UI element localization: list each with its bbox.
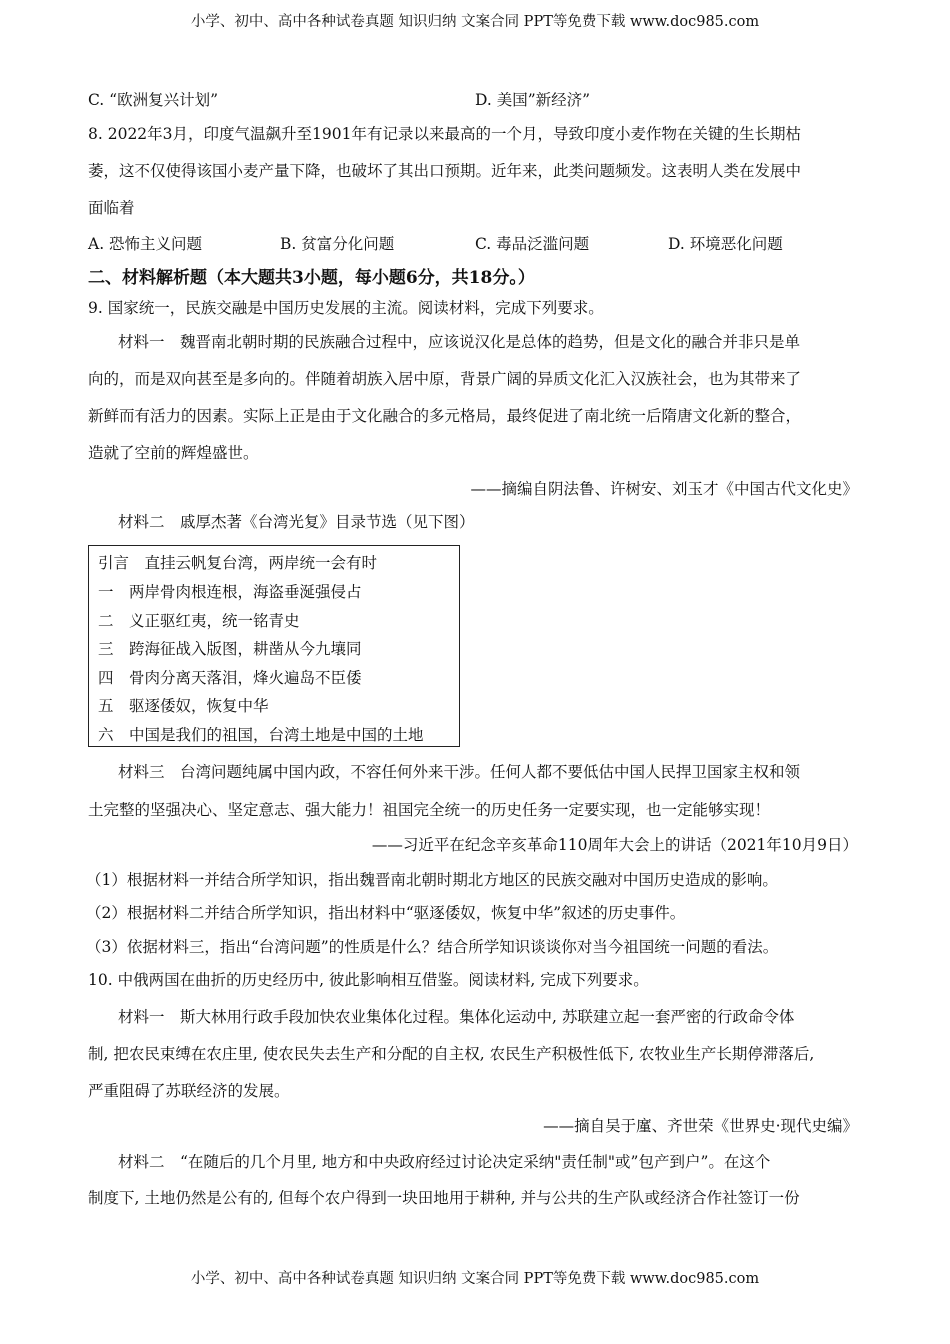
q8-option-d: D. 环境恶化问题 xyxy=(668,235,783,253)
q10-stem: 10. 中俄两国在曲折的历史经历中, 彼此影响相互借鉴。阅读材料, 完成下列要求。 xyxy=(88,971,649,989)
q10-material-1-source: ——摘自吴于廑、齐世荣《世界史·现代史编》 xyxy=(543,1117,858,1135)
q9-question-3: （3）依据材料三，指出“台湾问题”的性质是什么？结合所学知识谈谈你对当今祖国统一问题的看法。 xyxy=(86,938,779,956)
q9-material-1: 向的，而是双向甚至是多向的。伴随着胡族入居中原，背景广阔的异质文化汇入汉族社会，也为其带来了 xyxy=(88,370,802,388)
table-of-contents-box xyxy=(88,545,460,747)
q9-material-1: 造就了空前的辉煌盛世。 xyxy=(88,444,259,462)
q10-material-1: 严重阻碍了苏联经济的发展。 xyxy=(88,1082,290,1100)
q8-text: 8. 2022年3月，印度气温飙升至1901年有记录以来最高的一个月，导致印度小麦作物在关键的生长期枯 xyxy=(88,125,801,143)
toc-item: 五 驱逐倭奴，恢复中华 xyxy=(98,697,269,715)
q9-stem: 9. 国家统一，民族交融是中国历史发展的主流。阅读材料，完成下列要求。 xyxy=(88,299,604,317)
q7-option-c: C. “欧洲复兴计划” xyxy=(88,91,219,109)
q9-question-2: （2）根据材料二并结合所学知识，指出材料中“驱逐倭奴，恢复中华”叙述的历史事件。 xyxy=(86,904,686,922)
q10-material-1: 制, 把农民束缚在农庄里, 使农民失去生产和分配的自主权, 农民生产积极性低下, 农牧业生产长期停滞落后, xyxy=(88,1045,815,1063)
toc-item: 二 义正驱红夷，统一铭青史 xyxy=(98,612,300,630)
q9-question-1: （1）根据材料一并结合所学知识，指出魏晋南北朝时期北方地区的民族交融对中国历史造成的影响。 xyxy=(86,871,778,889)
q9-material-2: 材料二 戚厚杰著《台湾光复》目录节选（见下图） xyxy=(118,513,475,531)
q9-material-1-source: ——摘编自阴法鲁、许树安、刘玉才《中国古代文化史》 xyxy=(470,480,858,498)
q10-material-2: 制度下, 土地仍然是公有的, 但每个农户得到一块田地用于耕种, 并与公共的生产队或经济合作社签订一份 xyxy=(88,1189,800,1207)
q8-text: 面临着 xyxy=(88,199,135,217)
q8-option-b: B. 贫富分化问题 xyxy=(280,235,395,253)
q10-material-2: 材料二 “在随后的几个月里, 地方和中央政府经过讨论决定采纳"责任制"或”包产到户”。在这个 xyxy=(118,1153,771,1171)
toc-item: 四 骨肉分离天落泪，烽火遍岛不臣倭 xyxy=(98,669,362,687)
q10-material-1: 材料一 斯大林用行政手段加快农业集体化过程。集体化运动中, 苏联建立起一套严密的行政命令体 xyxy=(118,1008,795,1026)
q9-material-3: 土完整的坚强决心、坚定意志、强大能力！祖国完全统一的历史任务一定要实现，也一定能够实现！ xyxy=(88,801,771,819)
section-heading: 二、材料解析题（本大题共3小题，每小题6分，共18分。） xyxy=(88,268,535,288)
toc-item: 引言 直挂云帆复台湾，两岸统一会有时 xyxy=(98,554,378,572)
page-header: 小学、初中、高中各种试卷真题 知识归纳 文案合同 PPT等免费下载 www.doc985.com xyxy=(190,14,760,30)
q8-text: 萎，这不仅使得该国小麦产量下降，也破坏了其出口预期。近年来，此类问题频发。这表明人类在发展中 xyxy=(88,162,802,180)
q9-material-1: 材料一 魏晋南北朝时期的民族融合过程中，应该说汉化是总体的趋势，但是文化的融合并非只是单 xyxy=(118,333,801,351)
toc-item: 三 跨海征战入版图，耕凿从今九壤同 xyxy=(98,640,362,658)
q8-option-a: A. 恐怖主义问题 xyxy=(88,235,203,253)
toc-item: 一 两岸骨肉根连根，海盗垂涎强侵占 xyxy=(98,583,362,601)
q9-material-1: 新鲜而有活力的因素。实际上正是由于文化融合的多元格局，最终促进了南北统一后隋唐文化新的整合， xyxy=(88,407,802,425)
toc-item: 六 中国是我们的祖国，台湾土地是中国的土地 xyxy=(98,726,424,744)
q7-option-d: D. 美国”新经济” xyxy=(475,91,591,109)
q9-material-3-source: ——习近平在纪念辛亥革命110周年大会上的讲话（2021年10月9日） xyxy=(371,836,858,854)
q8-option-c: C. 毒品泛滥问题 xyxy=(475,235,590,253)
page-footer: 小学、初中、高中各种试卷真题 知识归纳 文案合同 PPT等免费下载 www.doc985.com xyxy=(190,1271,760,1287)
q9-material-3: 材料三 台湾问题纯属中国内政，不容任何外来干涉。任何人都不要低估中国人民捍卫国家主权和领 xyxy=(118,763,801,781)
